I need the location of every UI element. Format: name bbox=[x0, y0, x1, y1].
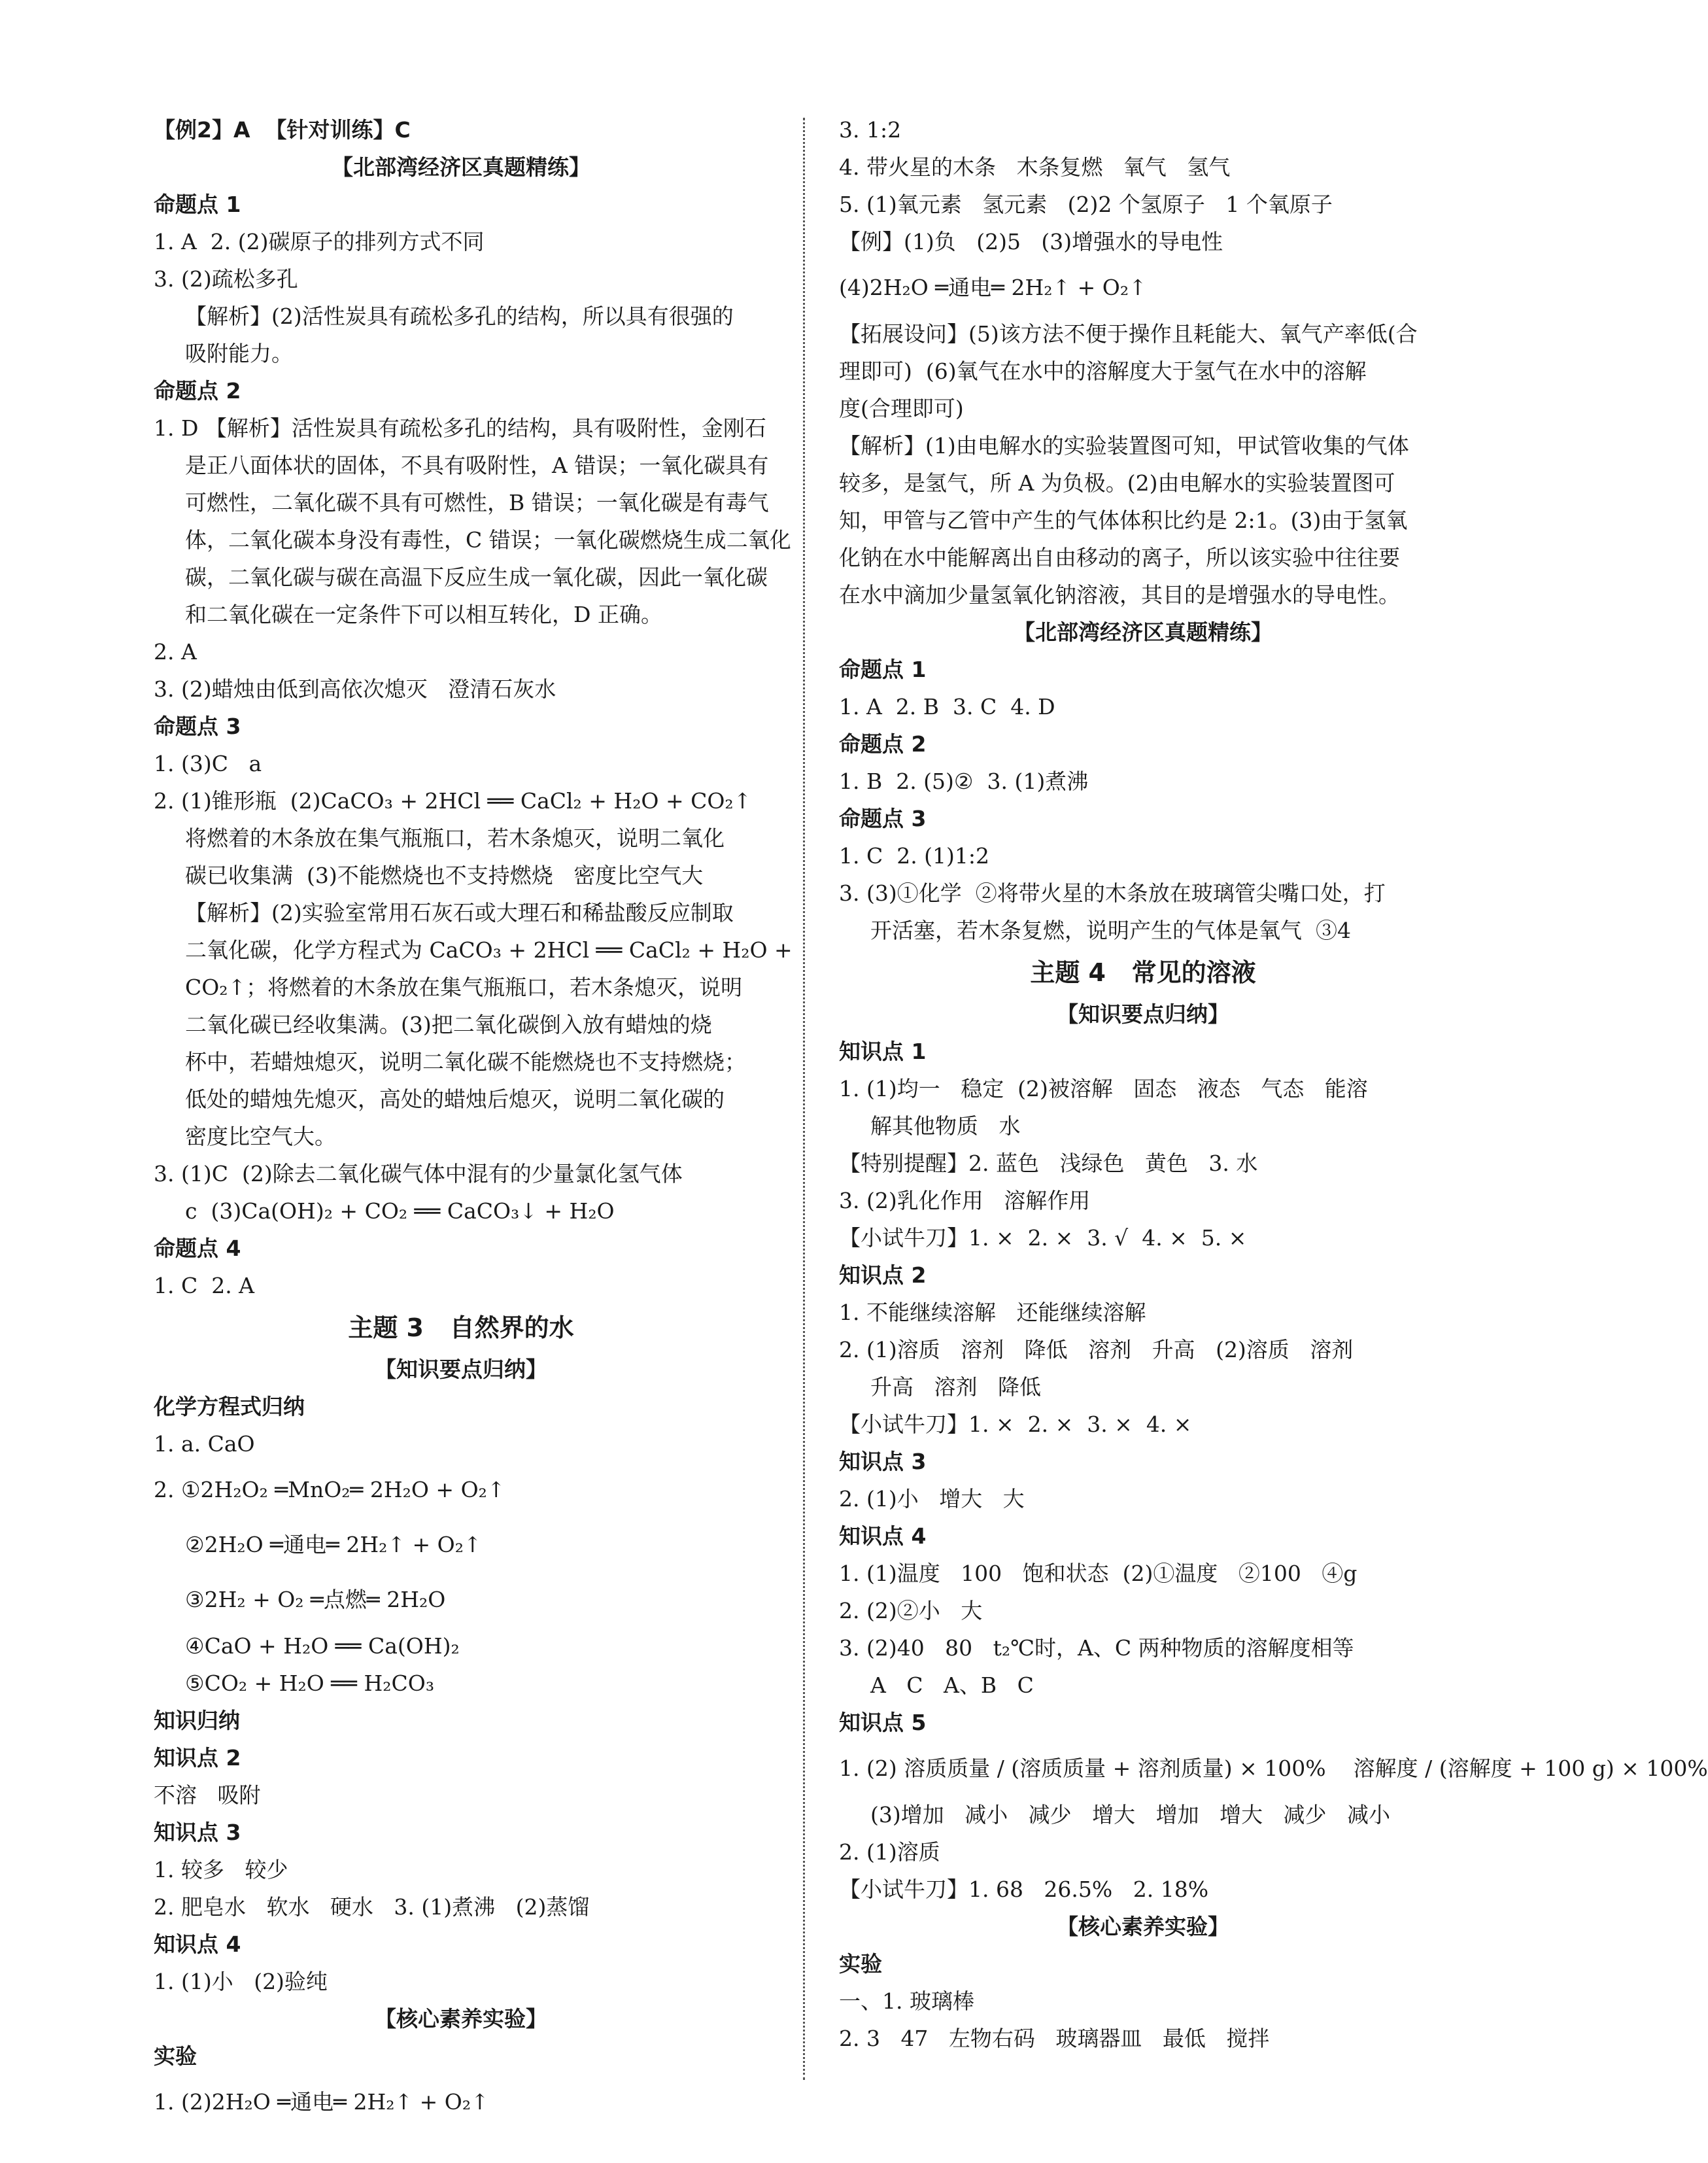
answer-line: 1. C 2. (1)1:2 bbox=[839, 843, 990, 869]
answer-line: 1. A 2. (2)碳原子的排列方式不同 bbox=[154, 229, 485, 254]
answer-line: 命题点 2 bbox=[154, 378, 241, 404]
answer-line: (3)增加 减小 减少 增大 增加 增大 减少 减小 bbox=[870, 1802, 1391, 1827]
answer-line: 可燃性，二氧化碳不具有可燃性，B 错误；一氧化碳是有毒气 bbox=[185, 490, 769, 515]
answer-line: 化钠在水中能解离出自由移动的离子，所以该实验中往往要 bbox=[839, 545, 1400, 570]
answer-line: 3. (2)40 80 t₂℃时，A、C 两种物质的溶解度相等 bbox=[839, 1635, 1354, 1661]
answer-line: 1. 不能继续溶解 还能继续溶解 bbox=[839, 1300, 1146, 1325]
answer-line: 知识点 4 bbox=[839, 1523, 927, 1549]
answer-line: 度(合理即可) bbox=[839, 396, 964, 421]
answer-line: 3. (2)疏松多孔 bbox=[154, 266, 298, 292]
answer-line: 知识点 1 bbox=[839, 1039, 927, 1064]
answer-line: 【北部湾经济区真题精练】 bbox=[332, 154, 590, 180]
answer-line: 1. B 2. (5)② 3. (1)煮沸 bbox=[839, 769, 1089, 794]
answer-line: 知识归纳 bbox=[154, 1708, 240, 1733]
answer-line: 2. (2)②小 大 bbox=[839, 1598, 983, 1623]
answer-line: 【特别提醒】2. 蓝色 浅绿色 黄色 3. 水 bbox=[839, 1151, 1258, 1176]
answer-line: 【知识要点归纳】 bbox=[375, 1357, 547, 1382]
answer-line: 【例】(1)负 (2)5 (3)增强水的导电性 bbox=[839, 229, 1223, 254]
answer-line: 2. (1)溶质 溶剂 降低 溶剂 升高 (2)溶质 溶剂 bbox=[839, 1337, 1354, 1362]
answer-line: 5. (1)氧元素 氢元素 (2)2 个氢原子 1 个氧原子 bbox=[839, 192, 1333, 217]
answer-line: 3. (3)①化学 ②将带火星的木条放在玻璃管尖嘴口处，打 bbox=[839, 880, 1386, 906]
answer-line: A C A、B C bbox=[870, 1672, 1034, 1698]
answer-line: ③2H₂ + O₂ ═点燃═ 2H₂O bbox=[185, 1587, 446, 1612]
answer-line: 【解析】(1)由电解水的实验装置图可知，甲试管收集的气体 bbox=[839, 433, 1409, 459]
answer-line: 1. A 2. B 3. C 4. D bbox=[839, 694, 1055, 719]
answer-line: 理即可) (6)氧气在水中的溶解度大于氢气在水中的溶解 bbox=[839, 358, 1367, 384]
answer-line: 杯中，若蜡烛熄灭，说明二氧化碳不能燃烧也不支持燃烧； bbox=[185, 1049, 746, 1075]
answer-line: ②2H₂O ═通电═ 2H₂↑ + O₂↑ bbox=[185, 1532, 482, 1557]
answer-line: 3. (2)蜡烛由低到高依次熄灭 澄清石灰水 bbox=[154, 676, 556, 702]
answer-line: 4. 带火星的木条 木条复燃 氧气 氢气 bbox=[839, 154, 1231, 180]
answer-line: CO₂↑；将燃着的木条放在集气瓶瓶口，若木条熄灭，说明 bbox=[185, 975, 743, 1000]
answer-line: 3. (2)乳化作用 溶解作用 bbox=[839, 1188, 1091, 1213]
answer-line: 3. 1:2 bbox=[839, 117, 902, 143]
answer-line: 1. (1)均一 稳定 (2)被溶解 固态 液态 气态 能溶 bbox=[839, 1076, 1368, 1101]
answer-line: 碳已收集满 (3)不能燃烧也不支持燃烧 密度比空气大 bbox=[185, 863, 704, 888]
answer-line: 开活塞，若木条复燃，说明产生的气体是氧气 ③4 bbox=[870, 918, 1351, 943]
answer-line: 一、1. 玻璃棒 bbox=[839, 1988, 974, 2014]
answer-line: 1. (1)小 (2)验纯 bbox=[154, 1969, 328, 1994]
answer-line: 不溶 吸附 bbox=[154, 1782, 261, 1808]
answer-line: 2. 肥皂水 软水 硬水 3. (1)煮沸 (2)蒸馏 bbox=[154, 1894, 590, 1920]
answer-line: 【小试牛刀】1. 68 26.5% 2. 18% bbox=[839, 1877, 1209, 1902]
answer-line: 2. A bbox=[154, 639, 197, 665]
answer-line: 吸附能力。 bbox=[185, 341, 293, 366]
answer-line: 2. (1)溶质 bbox=[839, 1839, 940, 1865]
answer-line: ⑤CO₂ + H₂O ══ H₂CO₃ bbox=[185, 1670, 435, 1696]
answer-line: 知识点 4 bbox=[154, 1931, 241, 1957]
answer-line: 和二氧化碳在一定条件下可以相互转化，D 正确。 bbox=[185, 602, 662, 627]
answer-line: 【核心素养实验】 bbox=[1057, 1914, 1229, 1939]
answer-line: 1. D 【解析】活性炭具有疏松多孔的结构，具有吸附性，金刚石 bbox=[154, 415, 766, 441]
answer-line: 知识点 5 bbox=[839, 1710, 927, 1735]
answer-line: 命题点 3 bbox=[154, 714, 241, 739]
answer-line: 碳，二氧化碳与碳在高温下反应生成一氧化碳，因此一氧化碳 bbox=[185, 564, 768, 590]
answer-line: 二氧化碳，化学方程式为 CaCO₃ + 2HCl ══ CaCl₂ + H₂O + bbox=[185, 937, 793, 963]
answer-line: (4)2H₂O ═通电═ 2H₂↑ + O₂↑ bbox=[839, 275, 1147, 300]
answer-line: 知识点 3 bbox=[154, 1820, 241, 1845]
answer-line: 主题 3 自然界的水 bbox=[348, 1313, 574, 1342]
answer-line: 知，甲管与乙管中产生的气体体积比约是 2:1。(3)由于氢氧 bbox=[839, 508, 1408, 533]
answer-line: 【解析】(2)实验室常用石灰石或大理石和稀盐酸反应制取 bbox=[185, 900, 734, 926]
answer-line: 1. (1)温度 100 饱和状态 (2)①温度 ②100 ④g bbox=[839, 1561, 1358, 1586]
answer-line: 主题 4 常见的溶液 bbox=[1030, 958, 1256, 987]
left-column bbox=[154, 111, 793, 2130]
answer-line: 命题点 3 bbox=[839, 806, 927, 831]
answer-line: 2. ①2H₂O₂ ═MnO₂═ 2H₂O + O₂↑ bbox=[154, 1477, 505, 1502]
answer-line: 【解析】(2)活性炭具有疏松多孔的结构，所以具有很强的 bbox=[185, 303, 734, 329]
answer-line: 【知识要点归纳】 bbox=[1057, 1001, 1229, 1027]
answer-line: 命题点 1 bbox=[839, 657, 927, 682]
answer-line: 命题点 1 bbox=[154, 192, 241, 217]
answer-line: 在水中滴加少量氢氧化钠溶液，其目的是增强水的导电性。 bbox=[839, 582, 1400, 608]
answer-line: 2. (1)锥形瓶 (2)CaCO₃ + 2HCl ══ CaCl₂ + H₂O + CO₂↑ bbox=[154, 788, 752, 814]
answer-line: 解其他物质 水 bbox=[870, 1113, 1021, 1139]
answer-line: c (3)Ca(OH)₂ + CO₂ ══ CaCO₃↓ + H₂O bbox=[185, 1198, 615, 1224]
answer-line: 升高 溶剂 降低 bbox=[870, 1374, 1041, 1400]
answer-line: 实验 bbox=[154, 2043, 197, 2069]
answer-line: 知识点 2 bbox=[154, 1745, 241, 1771]
answer-line: 密度比空气大。 bbox=[185, 1124, 336, 1149]
answer-line: 2. 3 47 左物右码 玻璃器皿 最低 搅拌 bbox=[839, 2026, 1270, 2051]
answer-line: ④CaO + H₂O ══ Ca(OH)₂ bbox=[185, 1633, 460, 1659]
answer-line: 2. (1)小 增大 大 bbox=[839, 1486, 1025, 1512]
answer-line: 1. (3)C a bbox=[154, 751, 262, 776]
answer-line: 二氧化碳已经收集满。(3)把二氧化碳倒入放有蜡烛的烧 bbox=[185, 1012, 712, 1037]
answer-line: 是正八面体状的固体，不具有吸附性，A 错误；一氧化碳具有 bbox=[185, 453, 769, 478]
answer-line: 1. (2) 溶质质量 / (溶质质量 + 溶剂质量) × 100% 溶解度 / (溶解度 + 100 g) × 100% bbox=[839, 1756, 1708, 1781]
answer-line: 实验 bbox=[839, 1951, 882, 1977]
answer-line: 1. 较多 较少 bbox=[154, 1857, 288, 1882]
answer-line: 【小试牛刀】1. × 2. × 3. × 4. × bbox=[839, 1411, 1192, 1437]
answer-line: 【拓展设问】(5)该方法不便于操作且耗能大、氧气产率低(合 bbox=[839, 321, 1418, 347]
answer-line: 1. a. CaO bbox=[154, 1431, 255, 1457]
answer-line: 命题点 4 bbox=[154, 1236, 241, 1261]
answer-line: 知识点 3 bbox=[839, 1449, 927, 1474]
answer-line: 1. (2)2H₂O ═通电═ 2H₂↑ + O₂↑ bbox=[154, 2089, 489, 2115]
answer-line: 低处的蜡烛先熄灭，高处的蜡烛后熄灭，说明二氧化碳的 bbox=[185, 1086, 725, 1112]
answer-line: 【小试牛刀】1. × 2. × 3. √ 4. × 5. × bbox=[839, 1225, 1247, 1251]
answer-line: 3. (1)C (2)除去二氧化碳气体中混有的少量氯化氢气体 bbox=[154, 1161, 683, 1186]
column-divider bbox=[803, 118, 805, 2080]
answer-line: 【核心素养实验】 bbox=[375, 2006, 547, 2032]
answer-line: 【北部湾经济区真题精练】 bbox=[1014, 619, 1272, 645]
right-column bbox=[839, 111, 1708, 2057]
answer-line: 体，二氧化碳本身没有毒性，C 错误；一氧化碳燃烧生成二氧化 bbox=[185, 527, 791, 553]
answer-line: 化学方程式归纳 bbox=[154, 1394, 305, 1419]
answer-line: 知识点 2 bbox=[839, 1262, 927, 1288]
answer-line: 1. C 2. A bbox=[154, 1273, 255, 1298]
answer-line: 较多，是氢气，所 A 为负极。(2)由电解水的实验装置图可 bbox=[839, 470, 1395, 496]
answer-line: 【例2】A 【针对训练】C bbox=[154, 117, 411, 143]
answer-line: 命题点 2 bbox=[839, 731, 927, 757]
answer-line: 将燃着的木条放在集气瓶瓶口，若木条熄灭，说明二氧化 bbox=[185, 825, 725, 851]
